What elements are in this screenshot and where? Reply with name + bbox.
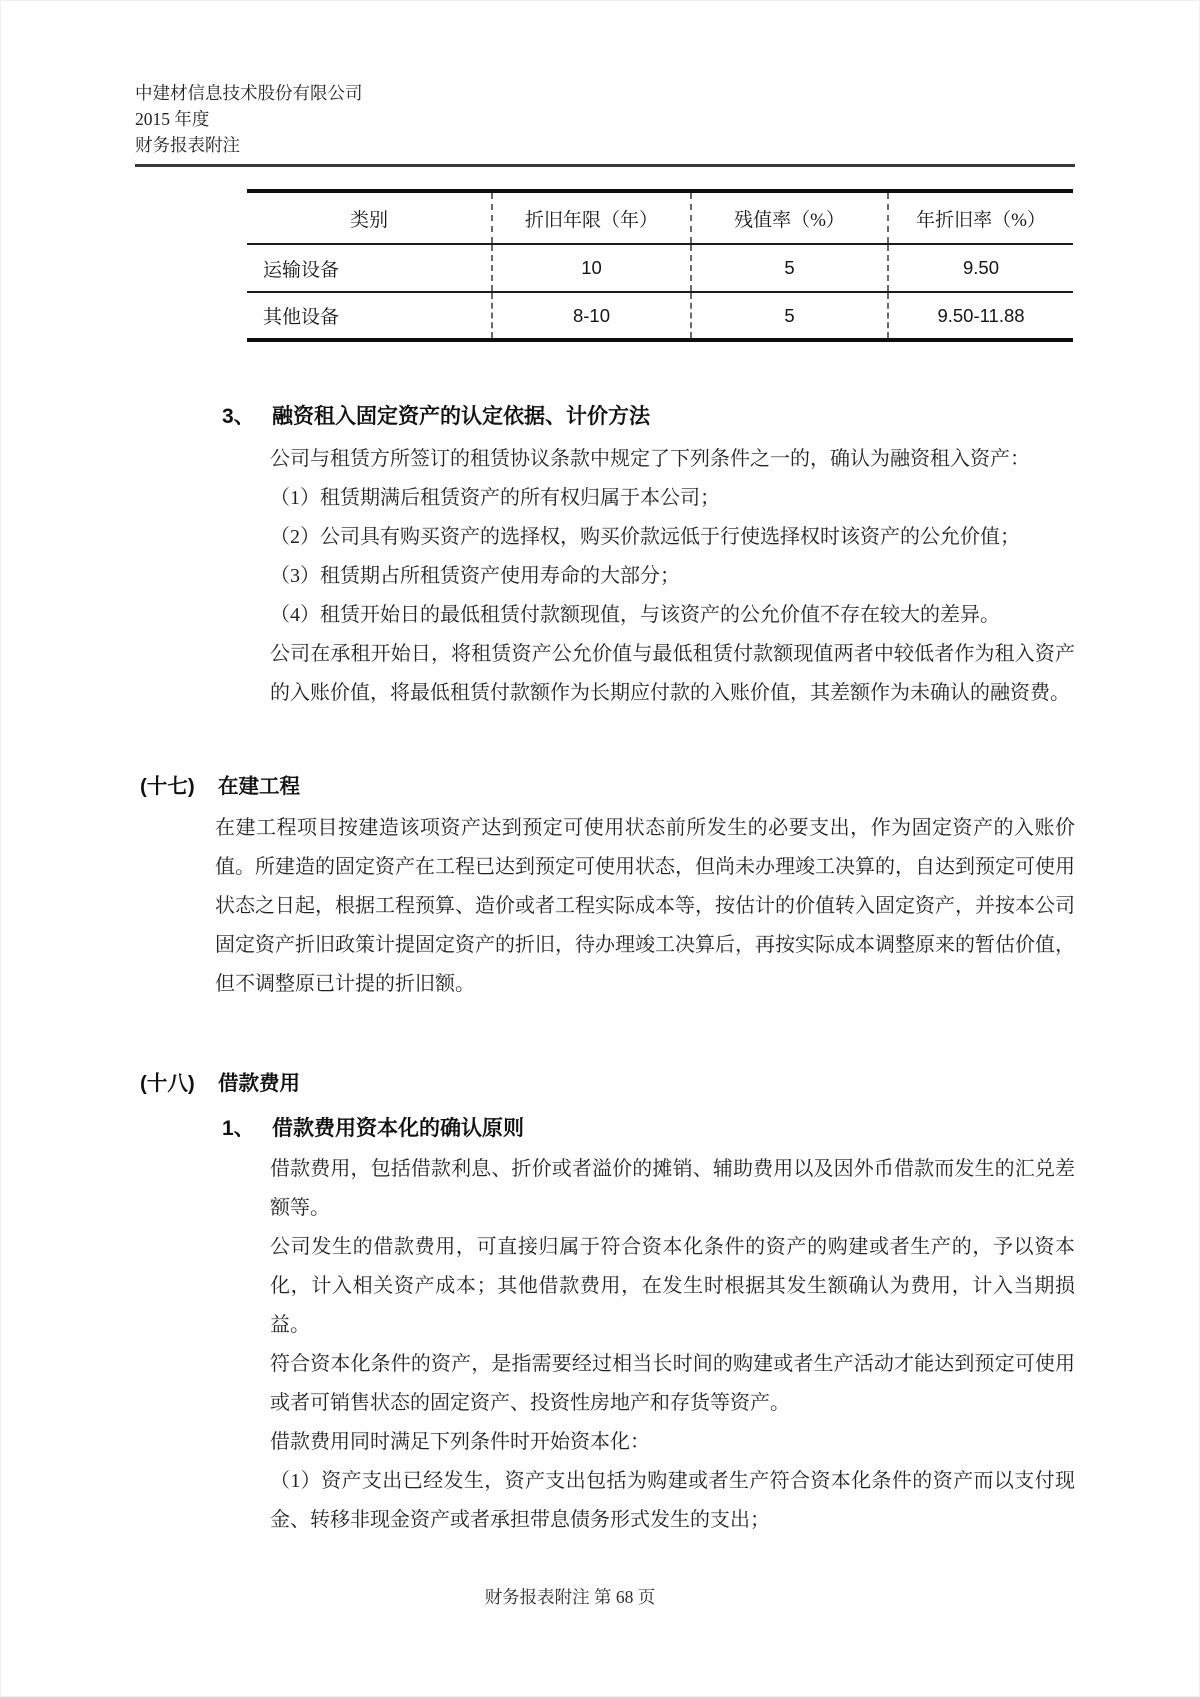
section-18-number: (十八)	[140, 1072, 195, 1095]
table-cell-annual: 9.50-11.88	[888, 292, 1073, 340]
section-3-heading	[222, 400, 1200, 430]
section-18-heading	[140, 1066, 1200, 1096]
depreciation-table	[247, 189, 1073, 342]
list-item: （2）公司具有购买资产的选择权，购买价款远低于行使选择权时该资产的公允价值；	[270, 526, 1020, 548]
table-row	[247, 292, 1073, 340]
list-item: （3）租赁期占所租赁资产使用寿命的大部分；	[270, 565, 680, 587]
table-cell-category: 其他设备	[263, 307, 340, 328]
page-footer: 财务报表附注 第 68 页	[484, 1587, 656, 1607]
paragraph: 符合资本化条件的资产，是指需要经过相当长时间的购建或者生产活动才能达到预定可使用或者可销售状态的固定资产、投资性房地产和存货等资产。	[270, 1353, 1075, 1414]
document-title: 财务报表附注	[135, 135, 240, 155]
section-17-heading	[140, 769, 1200, 799]
table-header-row	[247, 191, 1073, 244]
section-18-body	[270, 1150, 1075, 1540]
section-17-title: 在建工程	[218, 775, 300, 798]
table-cell-category: 运输设备	[247, 244, 492, 292]
paragraph: 在建工程项目按建造该项资产达到预定可使用状态前所发生的必要支出，作为固定资产的入账价值。所建造的固定资产在工程已达到预定可使用状态，但尚未办理竣工决算的，自达到预定可使用状态之日起，根据工程预算、造价或者工程实际成本等，按估计的价值转入固定资产，并按本公司固定资产折旧政策计提固定资产的折旧，待办理竣工决算后，再按实际成本调整原来的暂估价值，但不调整原已计提的折旧额。	[215, 817, 1075, 995]
table-cell-annual: 9.50	[888, 244, 1073, 292]
document-header	[0, 0, 1200, 158]
section-17-number: (十七)	[140, 775, 195, 798]
sub-1-number: 1、	[222, 1117, 255, 1140]
table-cell-years: 10	[492, 244, 691, 292]
section-3-title: 融资租入固定资产的认定依据、计价方法	[272, 405, 650, 428]
section-18-title: 借款费用	[218, 1072, 300, 1095]
company-name: 中建材信息技术股份有限公司	[135, 83, 363, 103]
table-header-category: 类别	[247, 191, 492, 244]
section-3-body	[270, 440, 1075, 713]
paragraph: 公司在承租开始日，将租赁资产公允价值与最低租赁付款额现值两者中较低者作为租入资产的入账价值，将最低租赁付款额作为长期应付款的入账价值，其差额作为未确认的融资费。	[270, 643, 1075, 704]
table-header-depreciation-years: 折旧年限（年）	[492, 191, 691, 244]
list-item: （1）租赁期满后租赁资产的所有权归属于本公司；	[270, 487, 720, 509]
table-row	[247, 244, 1073, 292]
paragraph: 借款费用，包括借款利息、折价或者溢价的摊销、辅助费用以及因外币借款而发生的汇兑差额等。	[270, 1158, 1075, 1219]
section-3-number: 3、	[222, 405, 255, 428]
paragraph: 借款费用同时满足下列条件时开始资本化：	[270, 1431, 650, 1453]
table-header-annual-rate: 年折旧率（%）	[888, 191, 1073, 244]
table-header-residual-rate: 残值率（%）	[691, 191, 888, 244]
list-item: （4）租赁开始日的最低租赁付款额现值，与该资产的公允价值不存在较大的差异。	[270, 604, 1000, 626]
section-17-body	[215, 809, 1075, 1004]
sub-1-title: 借款费用资本化的确认原则	[272, 1117, 524, 1140]
table-cell-years: 8-10	[492, 292, 691, 340]
paragraph: 公司发生的借款费用，可直接归属于符合资本化条件的资产的购建或者生产的，予以资本化，计入相关资产成本；其他借款费用，在发生时根据其发生额确认为费用，计入当期损益。	[270, 1236, 1075, 1336]
section-18-sub-1-heading	[222, 1112, 1200, 1142]
header-divider	[135, 164, 1075, 167]
report-period: 2015 年度	[135, 109, 210, 129]
table-cell-residual: 5	[691, 292, 888, 340]
paragraph: 公司与租赁方所签订的租赁协议条款中规定了下列条件之一的，确认为融资租入资产：	[270, 448, 1030, 470]
table-cell-residual: 5	[691, 244, 888, 292]
list-item: （1）资产支出已经发生，资产支出包括为购建或者生产符合资本化条件的资产而以支付现金、转移非现金资产或者承担带息债务形式发生的支出；	[270, 1470, 1075, 1531]
